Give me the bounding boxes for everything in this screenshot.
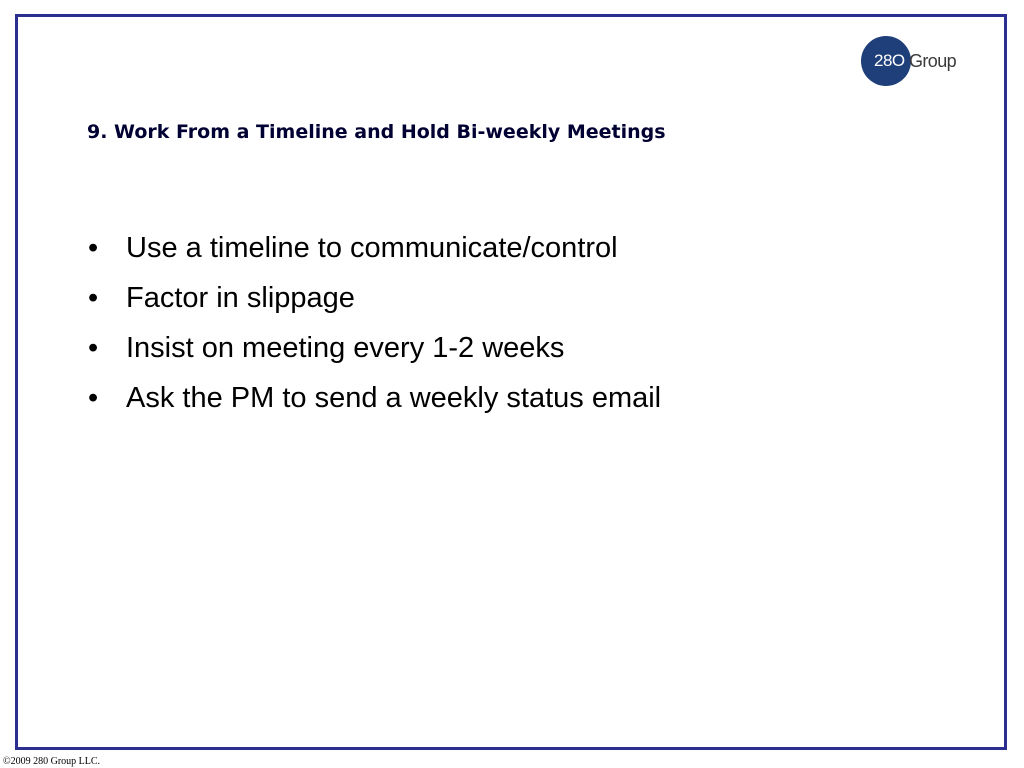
logo-circle	[861, 36, 911, 86]
logo-number	[874, 49, 905, 73]
bullet-text: Ask the PM to send a weekly status email	[126, 382, 662, 414]
bullet-item	[88, 230, 661, 280]
bullet-item	[88, 330, 661, 380]
logo-word: Group	[909, 51, 957, 71]
logo-number-digits: 28	[874, 51, 892, 70]
bullet-text: Insist on meeting every 1-2 weeks	[126, 332, 565, 364]
company-logo	[861, 36, 957, 86]
bullet-item	[88, 280, 661, 330]
bullet-list	[88, 230, 661, 430]
bullet-text: Use a timeline to communicate/control	[126, 232, 618, 264]
copyright-footer: ©2009 280 Group LLC.	[3, 756, 101, 767]
slide-title: 9. Work From a Timeline and Hold Bi-weekly Meetings	[87, 121, 666, 143]
bullet-glyph: •	[88, 232, 99, 264]
bullet-glyph: •	[88, 282, 99, 314]
bullet-text: Factor in slippage	[126, 282, 355, 314]
bullet-item	[88, 380, 661, 430]
logo-number-zero: O	[891, 51, 905, 70]
bullet-glyph: •	[88, 332, 99, 364]
bullet-glyph: •	[88, 382, 99, 414]
